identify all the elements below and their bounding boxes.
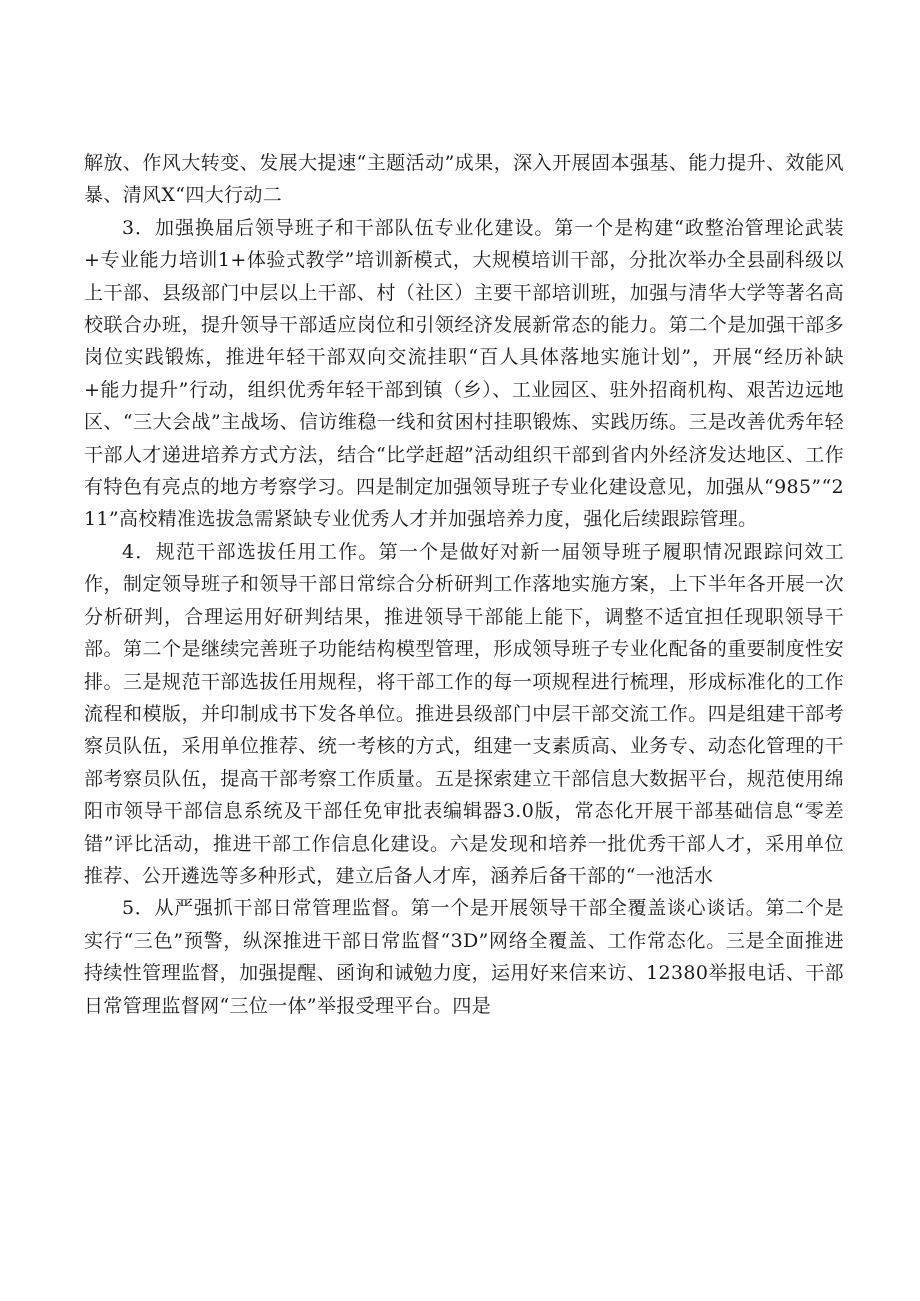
paragraph-section-3: 3．加强换届后领导班子和干部队伍专业化建设。第一个是构建“政整治管理论武装+专业能力培训1+体验式教学”培训新模式，大规模培训干部，分批次举办全县副科级以上干部、县级部门中层以上干部、村（社区）主要干部培训班，加强与清华大学等著名高校联合办班，提升领导干部适应岗位和引领经济发展新常态的能力。第二个是加强干部多岗位实践锻炼，推进年轻干部双向交流挂职“百人具体落地实施计划”，开展“经历补缺+能力提升”行动，组织优秀年轻干部到镇（乡）、工业园区、驻外招商机构、艰苦边远地区、“三大会战”主战场、信访维稳一线和贫困村挂职锻炼、实践历练。三是改善优秀年轻干部人才递进培养方式方法，结合“比学赶超”活动组织干部到省内外经济发达地区、工作有特色有亮点的地方考察学习。四是制定加强领导班子专业化建设意见，加强从“985”“211”高校精准选拔急需紧缺专业优秀人才并加强培养力度，强化后续跟踪管理。 — [84, 216, 844, 531]
paragraph-section-4: 4．规范干部选拔任用工作。第一个是做好对新一届领导班子履职情况跟踪问效工作，制定领导班子和领导干部日常综合分析研判工作落地实施方案，上下半年各开展一次分析研判，合理运用好研判结果，推进领导干部能上能下，调整不适宜担任现职领导干部。第二个是继续完善班子功能结构模型管理，形成领导班子专业化配备的重要制度性安排。三是规范干部选拔任用规程，将干部工作的每一项规程进行梳理，形成标准化的工作流程和模版，并印制成书下发各单位。推进县级部门中层干部交流工作。四是组建干部考察员队伍，采用单位推荐、统一考核的方式，组建一支素质高、业务专、动态化管理的干部考察员队伍，提高干部考察工作质量。五是探索建立干部信息大数据平台，规范使用绵阳市领导干部信息系统及干部任免审批表编辑器3.0版，常态化开展干部基础信息“零差错”评比活动，推进干部工作信息化建设。六是发现和培养一批优秀干部人才，采用单位推荐、公开遴选等多种形式，建立后备人才库，涵养后备干部的“一池活水 — [84, 540, 844, 887]
document-body — [84, 147, 844, 1022]
paragraph-section-5: 5．从严强抓干部日常管理监督。第一个是开展领导干部全覆盖谈心谈话。第二个是实行“三色”预警，纵深推进干部日常监督“3D”网络全覆盖、工作常态化。三是全面推进持续性管理监督，加强提醒、函询和诫勉力度，运用好来信来访、12380举报电话、干部日常管理监督网“三位一体”举报受理平台。四是 — [84, 897, 844, 1017]
paragraph-continuation: 解放、作风大转变、发展大提速“主题活动”成果，深入开展固本强基、能力提升、效能风暴、清风X“四大行动二 — [84, 152, 844, 207]
